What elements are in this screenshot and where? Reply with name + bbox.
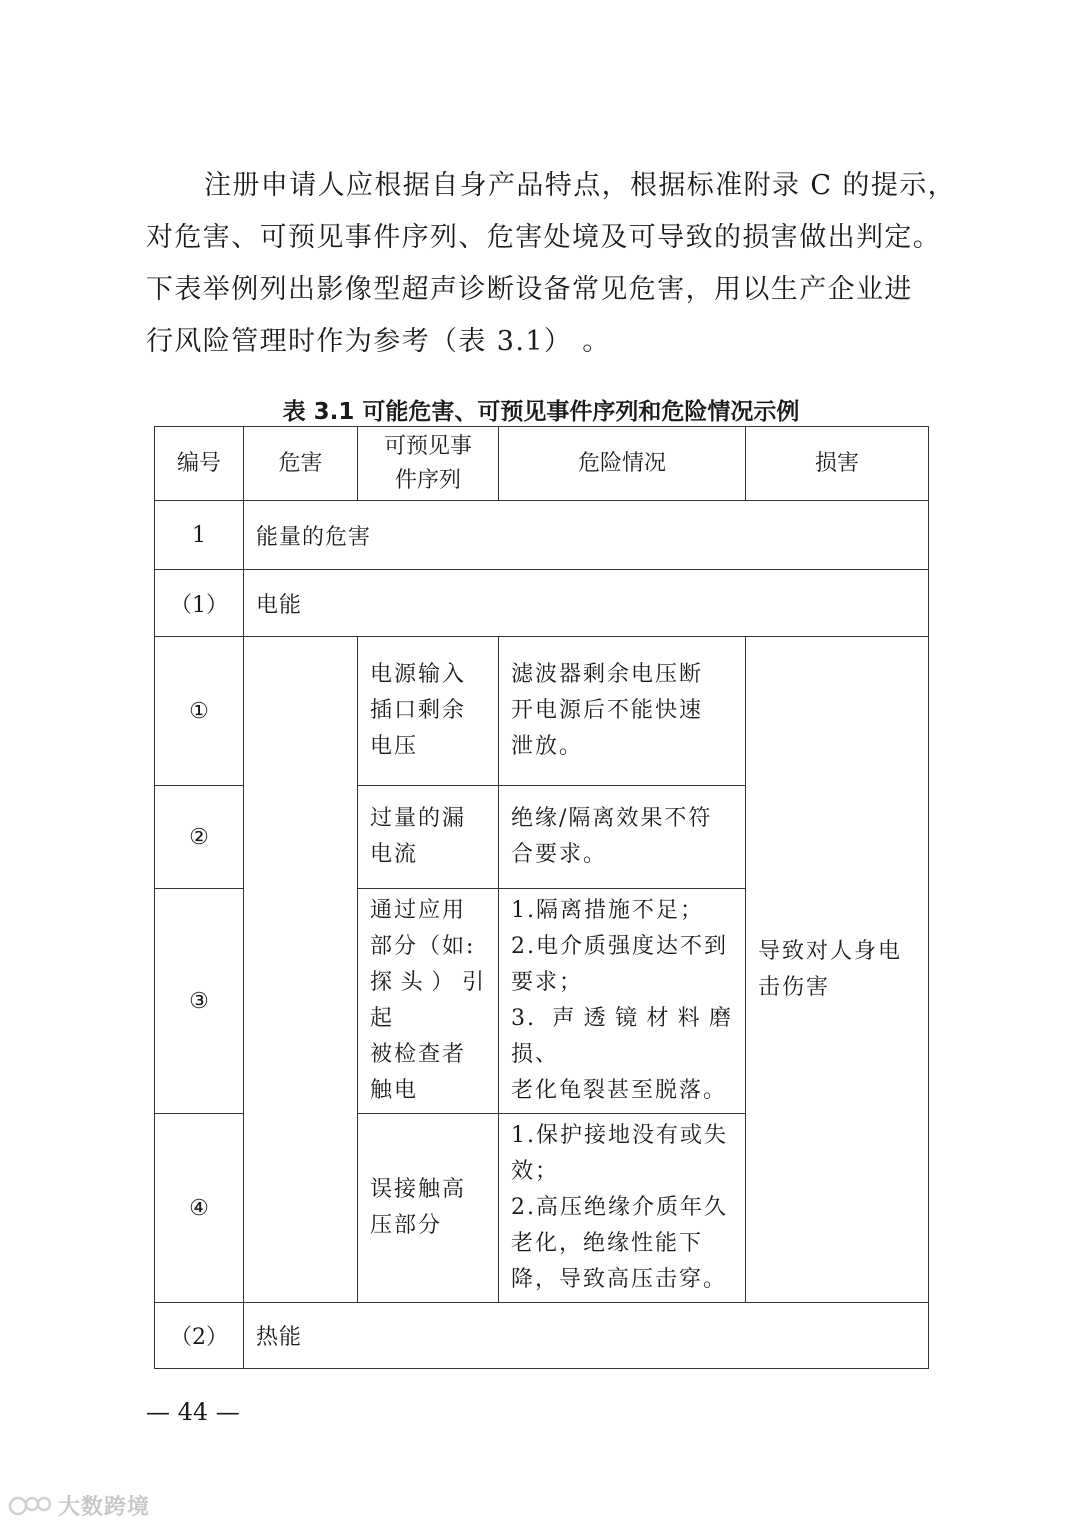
situation-line: 降，导致高压击穿。 — [511, 1267, 728, 1292]
situation-cell — [499, 637, 746, 786]
watermark-logo-icon — [8, 1492, 52, 1520]
row-category: 能量的危害 — [244, 501, 929, 570]
sequence-line: 电压 — [370, 734, 419, 759]
situation-cell — [499, 889, 746, 1114]
row-number: （2） — [155, 1303, 244, 1369]
harm-line: 击伤害 — [758, 974, 831, 1000]
watermark-text: 大数跨境 — [58, 1495, 151, 1520]
row-number: 1 — [155, 501, 244, 570]
table-row — [155, 1303, 929, 1369]
situation-line: 2.电介质强度达不到 — [511, 934, 728, 959]
harm-line: 导致对人身电 — [758, 938, 903, 964]
header-situation: 危险情况 — [499, 427, 746, 501]
situation-line: 2.高压绝缘介质年久 — [511, 1195, 728, 1220]
row-number: ① — [155, 637, 244, 786]
situation-line: 泄放。 — [511, 734, 584, 759]
table-caption: 表 3.1 可能危害、可预见事件序列和危险情况示例 — [282, 399, 800, 425]
row-number: ② — [155, 786, 244, 889]
situation-line: 3. 声透镜材料磨损、 — [511, 1006, 733, 1067]
sequence-cell — [358, 637, 499, 786]
situation-line: 绝缘/隔离效果不符 — [511, 806, 713, 831]
intro-line: 注册申请人应根据自身产品特点，根据标准附录 C 的提示， — [204, 170, 957, 201]
table-row — [155, 501, 929, 570]
hazard-cell-empty — [244, 637, 358, 1303]
header-number: 编号 — [155, 427, 244, 501]
sequence-line: 插口剩余 — [370, 698, 467, 723]
row-number: ④ — [155, 1114, 244, 1303]
situation-line: 1.保护接地没有或失 — [511, 1123, 728, 1148]
situation-line: 1.隔离措施不足； — [511, 898, 704, 923]
hazard-table — [154, 426, 929, 1369]
intro-line: 下表举例列出影像型超声诊断设备常见危害，用以生产企业进 — [146, 274, 913, 305]
harm-cell — [746, 637, 929, 1303]
row-number: （1） — [155, 570, 244, 637]
sequence-line: 被检查者 — [370, 1042, 467, 1067]
sequence-line: 通过应用 — [370, 898, 467, 923]
table-row — [155, 570, 929, 637]
sequence-cell — [358, 889, 499, 1114]
header-sequence-line: 可预见事 — [383, 433, 472, 459]
intro-paragraph — [146, 160, 957, 368]
situation-line: 滤波器剩余电压断 — [511, 662, 704, 687]
sequence-cell — [358, 786, 499, 889]
row-category: 热能 — [244, 1303, 929, 1369]
header-harm: 损害 — [746, 427, 929, 501]
sequence-line: 电流 — [370, 842, 419, 867]
sequence-line: 压部分 — [370, 1213, 443, 1238]
situation-cell — [499, 1114, 746, 1303]
row-number: ③ — [155, 889, 244, 1114]
row-category: 电能 — [244, 570, 929, 637]
sequence-line: 误接触高 — [370, 1177, 467, 1202]
table-row — [155, 637, 929, 786]
sequence-line: 部分（如: — [370, 934, 476, 959]
sequence-line: 探头）引起 — [370, 970, 486, 1031]
page-number: — 44 — — [146, 1398, 240, 1426]
situation-line: 要求； — [511, 970, 584, 995]
situation-line: 合要求。 — [511, 842, 608, 867]
header-hazard: 危害 — [244, 427, 358, 501]
situation-line: 老化龟裂甚至脱落。 — [511, 1078, 728, 1103]
intro-line: 行风险管理时作为参考（表 3.1） 。 — [146, 326, 611, 357]
situation-line: 开电源后不能快速 — [511, 698, 704, 723]
situation-line: 老化，绝缘性能下 — [511, 1231, 704, 1256]
watermark — [8, 1490, 150, 1521]
situation-line: 效； — [511, 1159, 560, 1184]
situation-cell — [499, 786, 746, 889]
sequence-cell — [358, 1114, 499, 1303]
sequence-line: 电源输入 — [370, 662, 467, 687]
table-header-row — [155, 427, 929, 501]
intro-line: 对危害、可预见事件序列、危害处境及可导致的损害做出判定。 — [146, 222, 942, 253]
header-sequence-line: 件序列 — [394, 467, 461, 493]
sequence-line: 过量的漏 — [370, 806, 467, 831]
header-sequence — [358, 427, 499, 501]
sequence-line: 触电 — [370, 1078, 419, 1103]
